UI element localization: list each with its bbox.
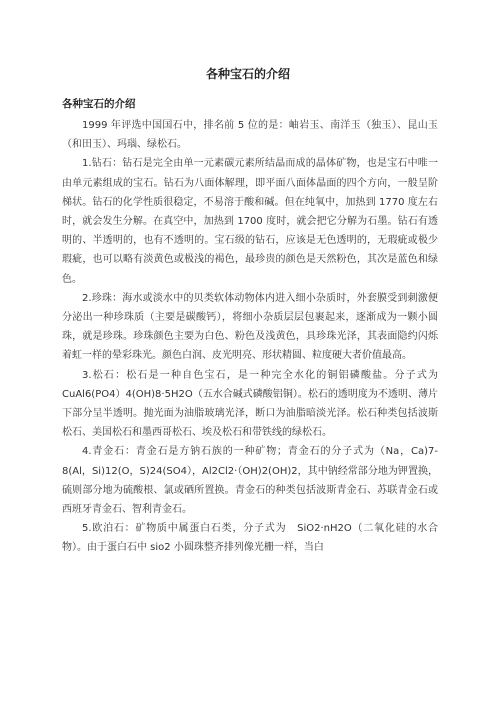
paragraph-intro: 1999 年评选中国国石中，排名前 5 位的是：岫岩玉、南洋玉（独玉）、昆山玉（和田玉）、玛瑙、绿松石。 bbox=[62, 120, 438, 151]
document-title: 各种宝石的介绍 bbox=[205, 67, 290, 81]
paragraph-opal: 5.欧泊石：矿物质中属蛋白石类，分子式为 SiO2·nH2O（二氧化硅的水合物）。由于蛋白石中 sio2 小圆珠整齐排列像光栅一样，当白 bbox=[62, 523, 438, 554]
section-heading: 各种宝石的介绍 bbox=[62, 98, 136, 110]
paragraph-lapis-lazuli: 4.青金石：青金石是方钠石族的一种矿物；青金石的分子式为（Na，Ca)7-8(Al，Si)12(O，S)24(SO4），Al2Cl2·（OH)2(OH)2，其中钠经常部分地为钾置换，硫则部分地为硫酸根、氯或硒所置换。青金石的种类包括波斯青金石、苏联青金石或西班牙青金石、智利青金石。 bbox=[62, 446, 438, 516]
paragraph-turquoise: 3.松石：松石是一种自色宝石，是一种完全水化的铜铝磷酸盐。分子式为 CuAl6(PO4）4(OH)8·5H2O（五水合碱式磷酸铝铜）。松石的透明度为不透明、薄片下部分呈半透明。抛光面为油脂玻璃光泽，断口为油脂暗淡光泽。松石种类包括波斯松石、美国松石和墨西哥松石、埃及松石和带铁线的绿松石。 bbox=[62, 369, 438, 439]
paragraph-diamond: 1.钻石：钻石是完全由单一元素碳元素所结晶而成的晶体矿物，也是宝石中唯一由单元素组成的宝石。钻石为八面体解理，即平面八面体晶面的四个方向，一般呈阶梯状。钻石的化学性质很稳定，不易溶于酸和碱。但在纯氧中，加热到 1770 度左右时，就会发生分解。在真空中，加热到 1700 度时，就会把它分解为石墨。钻石有透明的、半透明的，也有不透明的。宝石级的钻石，应该是无色透明的，无瑕疵或极少瑕疵，也可以略有淡黄色或极浅的褐色，最珍贵的颜色是天然粉色，其次是蓝色和绿色。 bbox=[62, 158, 438, 285]
paragraph-pearl: 2.珍珠：海水或淡水中的贝类软体动物体内进入细小杂质时，外套膜受到刺激便分泌出一种珍珠质（主要是碳酸钙），将细小杂质层层包裹起来，逐渐成为一颗小圆珠，就是珍珠。珍珠颜色主要为白色、粉色及浅黄色，具珍珠光泽，其表面隐约闪烁着虹一样的晕彩珠光。颜色白润、皮光明亮、形状精圆、粒度硬大者价值最高。 bbox=[62, 292, 438, 362]
document-body bbox=[62, 116, 438, 558]
